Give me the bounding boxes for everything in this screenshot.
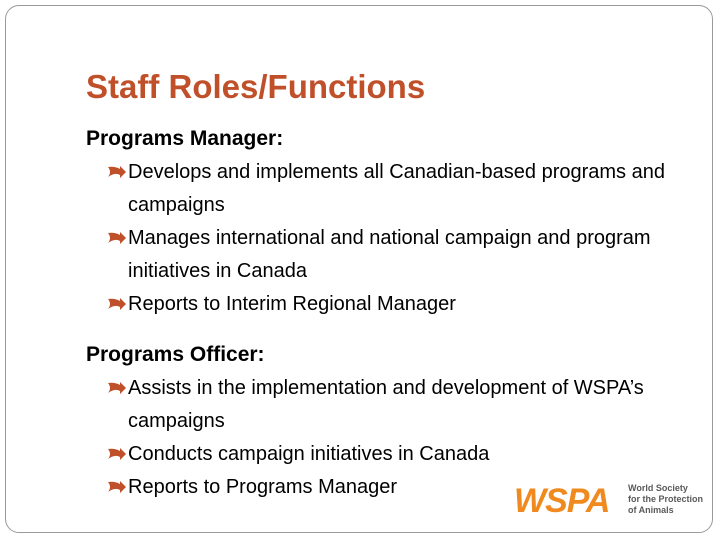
bullet-text: Reports to Interim Regional Manager (128, 293, 456, 315)
bullet-item (86, 222, 686, 288)
bullet-text: Conducts campaign initiatives in Canada (128, 443, 490, 465)
logo-tagline-line: of Animals (628, 505, 674, 515)
section-heading: Programs Manager: (86, 127, 284, 150)
bullet-arrow-icon (108, 471, 128, 504)
bullet-arrow-icon (108, 372, 128, 405)
section-programs-manager (86, 124, 686, 321)
bullet-arrow-icon (108, 288, 128, 321)
bullet-item (86, 156, 686, 222)
slide-title: Staff Roles/Functions (86, 68, 426, 105)
bullet-item (86, 288, 686, 321)
bullet-text: Develops and implements all Canadian-based programs and campaigns (128, 161, 665, 216)
logo-wordmark: WSPA (514, 482, 610, 520)
logo-tagline-line: World Society (628, 483, 688, 493)
bullet-text: Assists in the implementation and development of WSPA’s campaigns (128, 377, 644, 432)
slide (5, 5, 713, 533)
bullet-text: Reports to Programs Manager (128, 476, 398, 498)
bullet-arrow-icon (108, 438, 128, 471)
logo-tagline-line: for the Protection (628, 494, 704, 504)
bullet-list (86, 156, 686, 321)
bullet-arrow-icon (108, 156, 128, 189)
bullet-item (86, 438, 686, 471)
section-heading: Programs Officer: (86, 343, 265, 366)
logo-tagline (628, 483, 710, 516)
bullet-item (86, 372, 686, 438)
bullet-arrow-icon (108, 222, 128, 255)
bullet-text: Manages international and national campaign and program initiatives in Canada (128, 227, 651, 282)
wspa-logo (514, 480, 709, 522)
